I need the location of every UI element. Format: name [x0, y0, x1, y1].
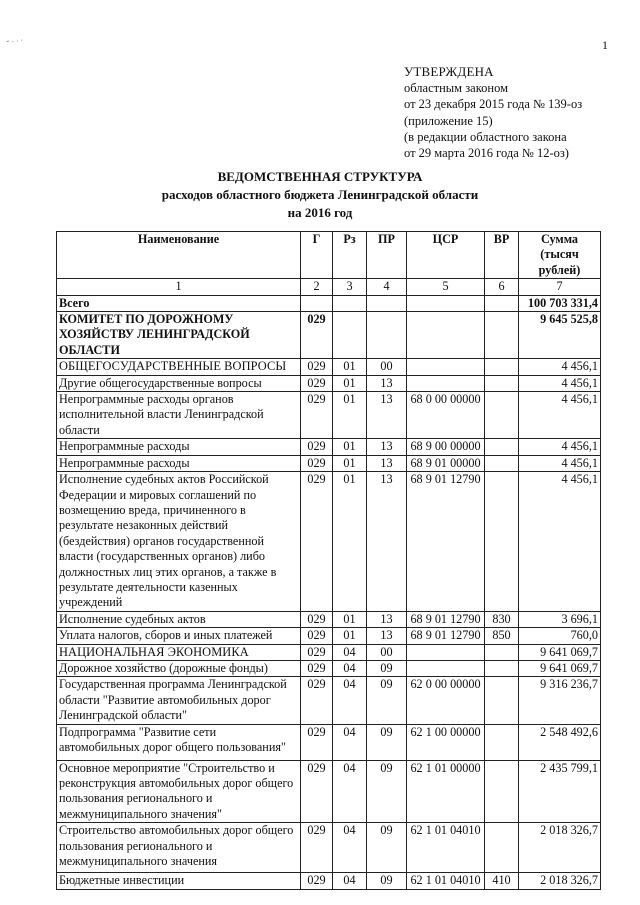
cell-csr: 62 1 01 04010 — [407, 873, 485, 889]
cell-g: 029 — [301, 628, 333, 644]
cell-csr: 68 9 01 12790 — [407, 628, 485, 644]
cell-csr: 62 1 01 00000 — [407, 760, 485, 823]
cell-csr — [407, 359, 485, 375]
cell-pr: 09 — [367, 660, 407, 676]
column-number-row — [57, 279, 601, 295]
header-rz: Рз — [333, 232, 367, 279]
approval-line: от 23 декабря 2015 года № 139-оз — [404, 97, 583, 112]
cell-name: Другие общегосударственные вопросы — [57, 375, 301, 391]
cell-g: 029 — [301, 375, 333, 391]
cell-csr: 68 9 01 12790 — [407, 611, 485, 627]
col-number: 4 — [367, 279, 407, 295]
table-row — [57, 295, 601, 311]
header-sum-unit: (тысяч рублей) — [538, 247, 581, 277]
cell-csr: 68 9 00 00000 — [407, 439, 485, 455]
cell-vr — [485, 760, 519, 823]
cell-vr — [485, 644, 519, 660]
cell-g: 029 — [301, 392, 333, 439]
table-row — [57, 823, 601, 873]
table-row — [57, 312, 601, 359]
col-number: 1 — [57, 279, 301, 295]
table-row — [57, 873, 601, 889]
cell-rz: 04 — [333, 677, 367, 724]
cell-csr: 68 9 01 00000 — [407, 455, 485, 471]
header-pr: ПР — [367, 232, 407, 279]
table-row — [57, 724, 601, 760]
header-g: Г — [301, 232, 333, 279]
cell-pr: 09 — [367, 677, 407, 724]
cell-name: НАЦИОНАЛЬНАЯ ЭКОНОМИКА — [57, 644, 301, 660]
cell-pr: 13 — [367, 611, 407, 627]
cell-g: 029 — [301, 660, 333, 676]
approval-line: областным законом — [404, 81, 509, 96]
cell-csr: 68 0 00 00000 — [407, 392, 485, 439]
cell-rz: 04 — [333, 760, 367, 823]
cell-name: Непрограммные расходы органов исполнительной власти Ленинградской области — [57, 392, 301, 439]
cell-vr: 850 — [485, 628, 519, 644]
cell-vr — [485, 724, 519, 760]
cell-vr — [485, 455, 519, 471]
table-row — [57, 660, 601, 676]
cell-vr — [485, 660, 519, 676]
cell-vr — [485, 392, 519, 439]
cell-sum: 3 696,1 — [519, 611, 601, 627]
cell-pr — [367, 295, 407, 311]
cell-g: 029 — [301, 472, 333, 612]
cell-rz: 01 — [333, 472, 367, 612]
cell-name: Строительство автомобильных дорог общего пользования регионального и межмуниципального значения — [57, 823, 301, 873]
cell-name: ОБЩЕГОСУДАРСТВЕННЫЕ ВОПРОСЫ — [57, 359, 301, 375]
approval-line: (приложение 15) — [404, 113, 493, 128]
table-row — [57, 392, 601, 439]
cell-name: Государственная программа Ленинградской области "Развитие автомобильных дорог Ленинградской области" — [57, 677, 301, 724]
cell-csr: 62 0 00 00000 — [407, 677, 485, 724]
page-number: 1 — [602, 38, 608, 52]
scan-mark: - . . . — [5, 32, 24, 46]
document-title: ВЕДОМСТВЕННАЯ СТРУКТУРА — [217, 169, 423, 184]
cell-sum: 9 316 236,7 — [519, 677, 601, 724]
table-row — [57, 760, 601, 823]
cell-name: Дорожное хозяйство (дорожные фонды) — [57, 660, 301, 676]
cell-sum: 9 641 069,7 — [519, 644, 601, 660]
cell-rz: 01 — [333, 359, 367, 375]
cell-g: 029 — [301, 760, 333, 823]
cell-sum: 2 435 799,1 — [519, 760, 601, 823]
cell-vr — [485, 677, 519, 724]
col-number: 7 — [519, 279, 601, 295]
cell-vr — [485, 295, 519, 311]
col-number: 6 — [485, 279, 519, 295]
cell-sum: 4 456,1 — [519, 439, 601, 455]
cell-sum: 2 018 326,7 — [519, 823, 601, 873]
cell-pr: 13 — [367, 392, 407, 439]
cell-g: 029 — [301, 439, 333, 455]
cell-rz: 04 — [333, 660, 367, 676]
cell-pr: 13 — [367, 439, 407, 455]
cell-pr: 13 — [367, 472, 407, 612]
cell-sum: 4 456,1 — [519, 472, 601, 612]
cell-g: 029 — [301, 359, 333, 375]
budget-table — [56, 231, 601, 890]
header-sum-label: Сумма — [540, 232, 579, 246]
cell-name: Непрограммные расходы — [57, 439, 301, 455]
cell-g: 029 — [301, 873, 333, 889]
cell-g: 029 — [301, 724, 333, 760]
cell-rz — [333, 312, 367, 359]
cell-name: Непрограммные расходы — [57, 455, 301, 471]
cell-sum: 4 456,1 — [519, 359, 601, 375]
cell-csr: 62 1 01 04010 — [407, 823, 485, 873]
cell-pr: 00 — [367, 359, 407, 375]
cell-vr — [485, 472, 519, 612]
cell-name: Бюджетные инвестиции — [57, 873, 301, 889]
cell-vr — [485, 439, 519, 455]
cell-rz: 01 — [333, 439, 367, 455]
cell-g: 029 — [301, 823, 333, 873]
table-row — [57, 439, 601, 455]
table-row — [57, 677, 601, 724]
table-row — [57, 472, 601, 612]
cell-g: 029 — [301, 312, 333, 359]
document-year: на 2016 год — [287, 205, 353, 220]
cell-g — [301, 295, 333, 311]
cell-pr: 13 — [367, 455, 407, 471]
cell-vr — [485, 823, 519, 873]
table-row — [57, 455, 601, 471]
cell-sum: 9 641 069,7 — [519, 660, 601, 676]
cell-sum: 4 456,1 — [519, 455, 601, 471]
cell-vr: 410 — [485, 873, 519, 889]
header-vr: ВР — [485, 232, 519, 279]
cell-sum: 2 548 492,6 — [519, 724, 601, 760]
cell-name: Всего — [57, 295, 301, 311]
cell-pr: 09 — [367, 724, 407, 760]
cell-pr: 00 — [367, 644, 407, 660]
budget-table-body — [57, 279, 601, 889]
approval-line: (в редакции областного закона — [404, 129, 567, 144]
cell-sum: 2 018 326,7 — [519, 873, 601, 889]
cell-pr: 09 — [367, 873, 407, 889]
col-number: 3 — [333, 279, 367, 295]
cell-csr — [407, 312, 485, 359]
cell-pr: 09 — [367, 823, 407, 873]
cell-csr — [407, 644, 485, 660]
cell-csr — [407, 295, 485, 311]
header-sum — [519, 232, 601, 279]
cell-csr: 62 1 00 00000 — [407, 724, 485, 760]
cell-g: 029 — [301, 644, 333, 660]
col-number: 5 — [407, 279, 485, 295]
cell-g: 029 — [301, 677, 333, 724]
cell-csr: 68 9 01 12790 — [407, 472, 485, 612]
cell-pr: 13 — [367, 375, 407, 391]
cell-rz: 04 — [333, 644, 367, 660]
cell-vr — [485, 375, 519, 391]
cell-rz: 04 — [333, 823, 367, 873]
table-row — [57, 611, 601, 627]
table-row — [57, 644, 601, 660]
cell-name: Исполнение судебных актов Российской Федерации и мировых соглашений по возмещению вреда, причиненного в результате незаконных действий (бездействия) органов государственной власти (государственных органов) либо должностных лиц этих органов, а также в результате деятельности казенных учреждений — [57, 472, 301, 612]
cell-rz: 04 — [333, 873, 367, 889]
cell-vr — [485, 359, 519, 375]
header-csr: ЦСР — [407, 232, 485, 279]
cell-sum: 9 645 525,8 — [519, 312, 601, 359]
cell-rz: 01 — [333, 611, 367, 627]
approval-title: УТВЕРЖДЕНА — [404, 64, 494, 79]
cell-rz: 01 — [333, 628, 367, 644]
document-subtitle: расходов областного бюджета Ленинградской области — [161, 187, 479, 202]
cell-pr — [367, 312, 407, 359]
cell-sum: 760,0 — [519, 628, 601, 644]
cell-g: 029 — [301, 455, 333, 471]
cell-vr: 830 — [485, 611, 519, 627]
cell-vr — [485, 312, 519, 359]
approval-line: от 29 марта 2016 года № 12-оз) — [404, 146, 569, 161]
table-row — [57, 375, 601, 391]
cell-rz: 04 — [333, 724, 367, 760]
table-row — [57, 628, 601, 644]
cell-name: КОМИТЕТ ПО ДОРОЖНОМУ ХОЗЯЙСТВУ ЛЕНИНГРАДСКОЙ ОБЛАСТИ — [57, 312, 301, 359]
cell-pr: 09 — [367, 760, 407, 823]
col-number: 2 — [301, 279, 333, 295]
cell-name: Подпрограмма "Развитие сети автомобильных дорог общего пользования" — [57, 724, 301, 760]
cell-csr — [407, 375, 485, 391]
cell-rz: 01 — [333, 455, 367, 471]
cell-sum: 100 703 331,4 — [519, 295, 601, 311]
cell-rz: 01 — [333, 375, 367, 391]
header-name: Наименование — [57, 232, 301, 279]
cell-name: Уплата налогов, сборов и иных платежей — [57, 628, 301, 644]
cell-rz: 01 — [333, 392, 367, 439]
cell-sum: 4 456,1 — [519, 375, 601, 391]
cell-pr: 13 — [367, 628, 407, 644]
cell-sum: 4 456,1 — [519, 392, 601, 439]
cell-rz — [333, 295, 367, 311]
approval-block — [404, 64, 582, 161]
cell-name: Основное мероприятие "Строительство и реконструкция автомобильных дорог общего пользования регионального и межмуниципального значения" — [57, 760, 301, 823]
cell-csr — [407, 660, 485, 676]
cell-g: 029 — [301, 611, 333, 627]
cell-name: Исполнение судебных актов — [57, 611, 301, 627]
table-row — [57, 359, 601, 375]
